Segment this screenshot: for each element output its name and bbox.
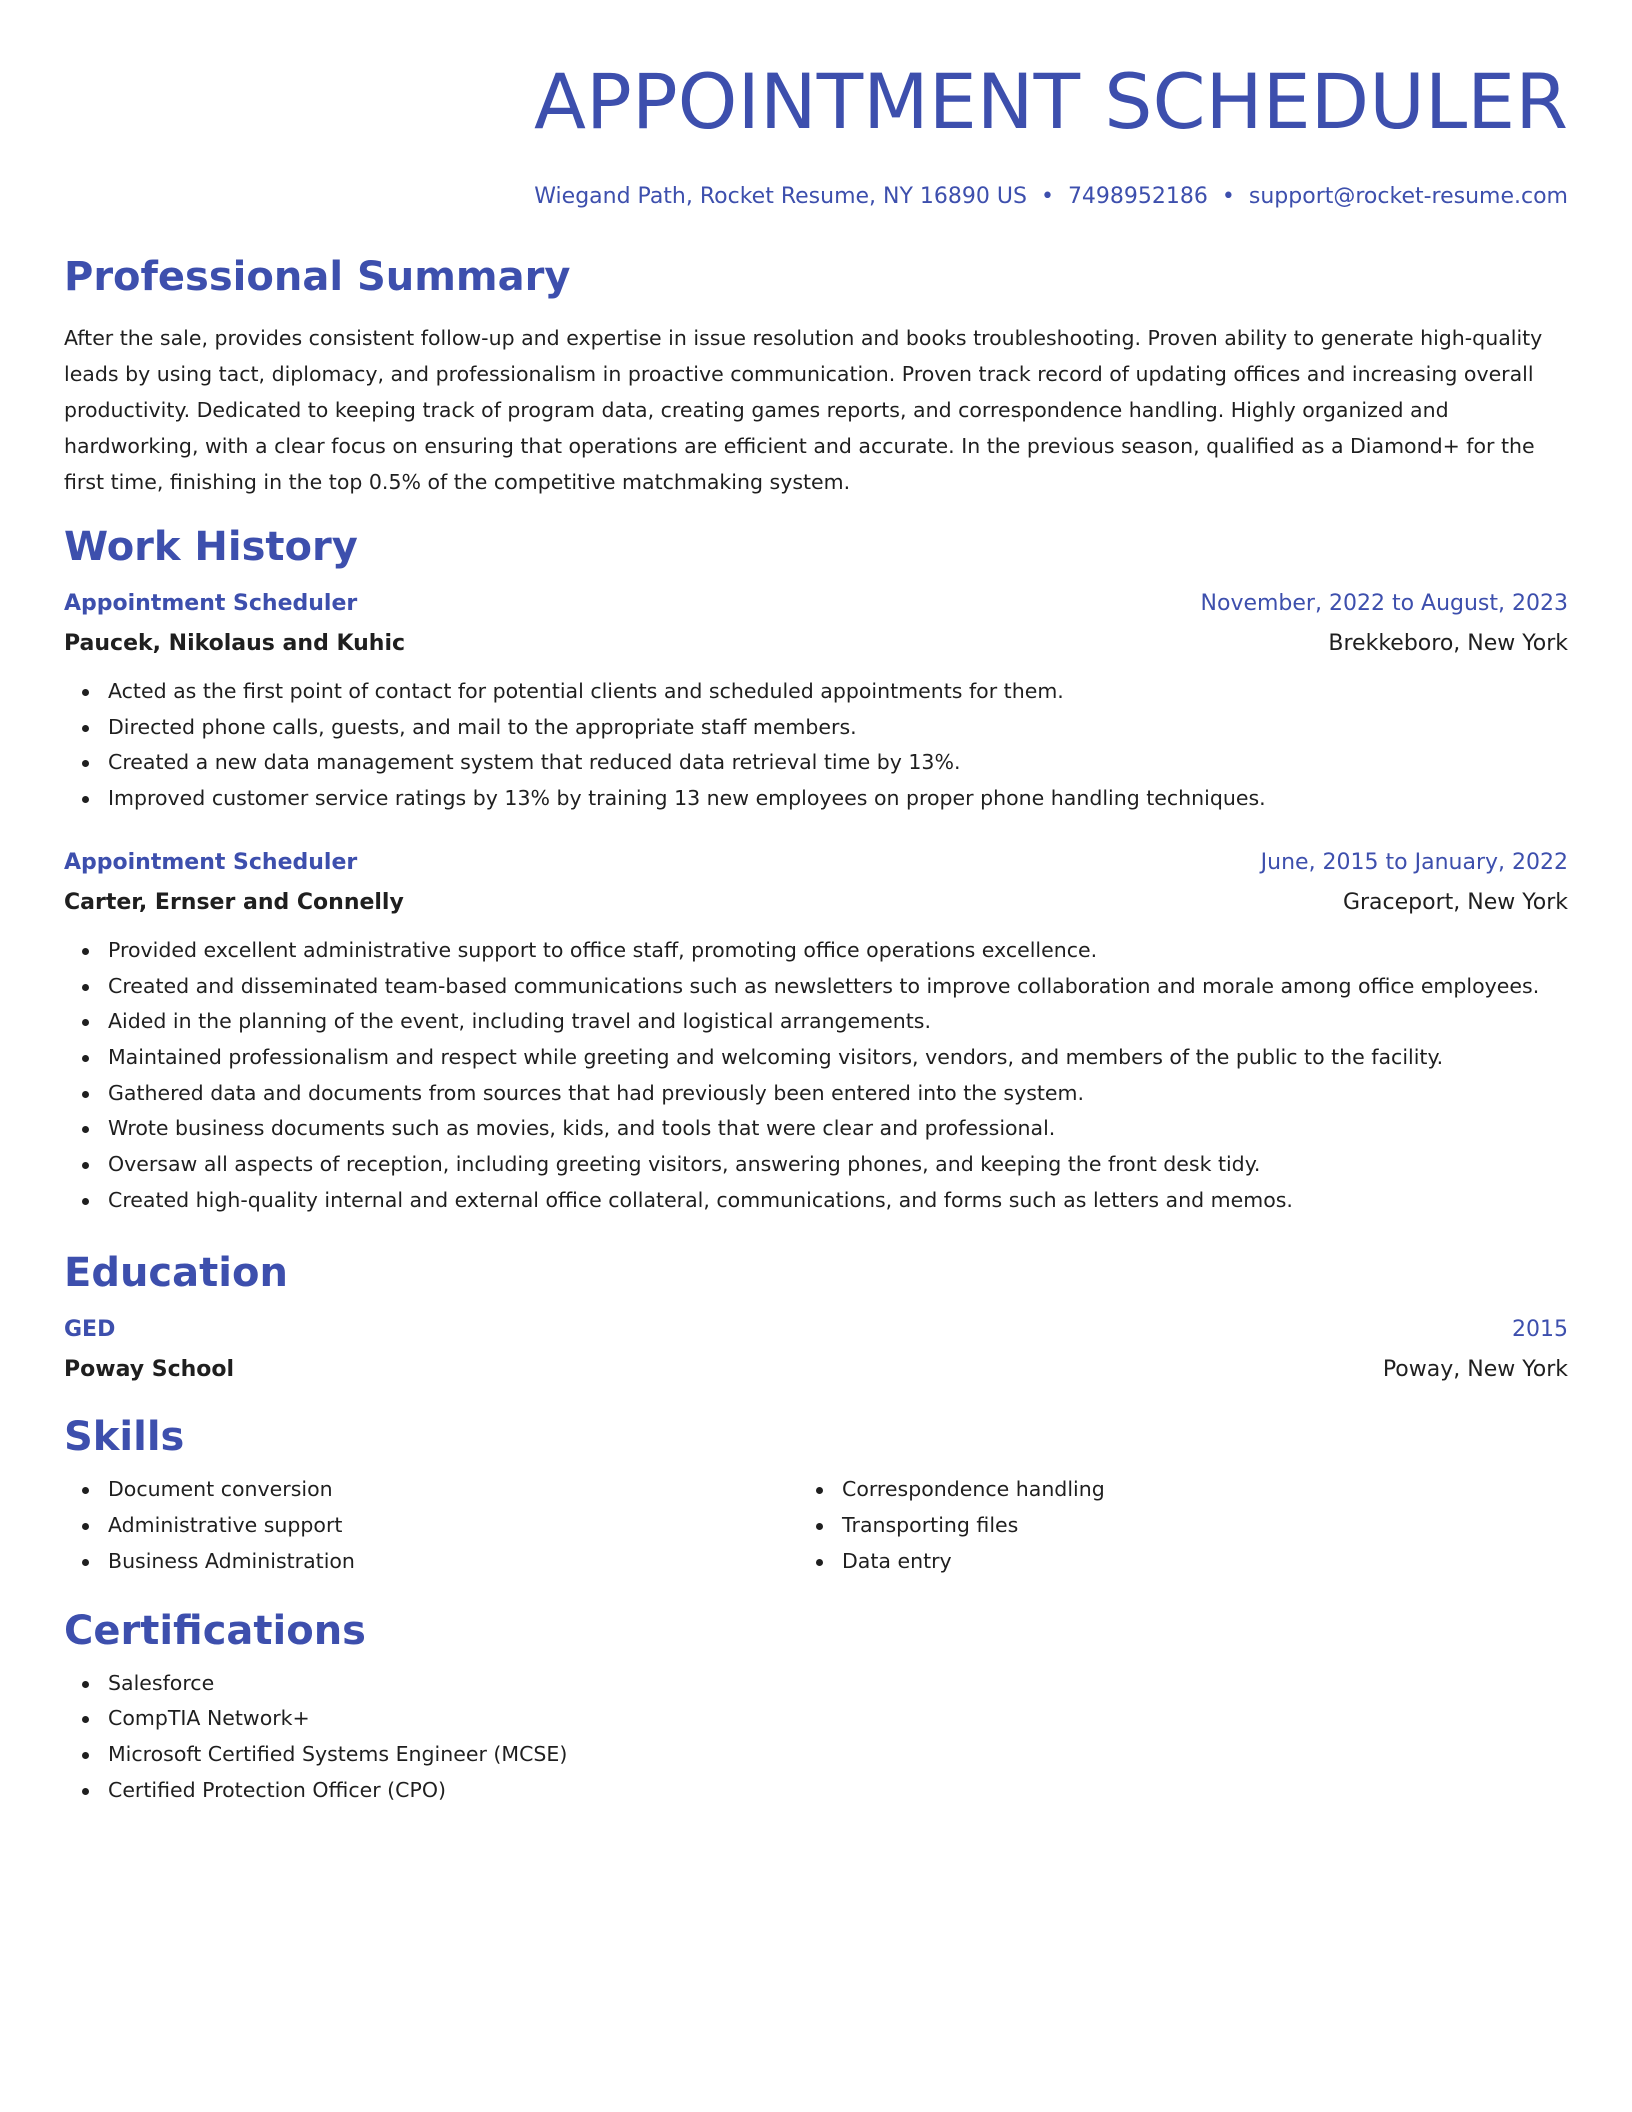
section-title-summary: Professional Summary	[64, 254, 571, 300]
job-bullet: Maintained professionalism and respect while greeting and welcoming visitors, vendors, and members of the public to the facility.	[108, 1040, 1568, 1076]
job-company: Paucek, Nikolaus and Kuhic	[64, 631, 406, 656]
resume-header	[64, 56, 1568, 212]
contact-phone: 7498952186	[1067, 184, 1208, 209]
section-title-certifications: Certifications	[64, 1607, 366, 1654]
skills-grid	[64, 1472, 1568, 1579]
contact-separator: •	[1221, 184, 1235, 209]
skills-list	[64, 1472, 798, 1579]
job-company-row	[64, 620, 1568, 660]
job-bullet: Oversaw all aspects of reception, including greeting visitors, answering phones, and keeping the front desk tidy.	[108, 1147, 1568, 1183]
job-location: Graceport, New York	[1342, 889, 1568, 915]
skill-item: Data entry	[842, 1544, 1532, 1580]
section-title-education: Education	[64, 1250, 288, 1297]
job-bullet: Created and disseminated team-based communications such as newsletters to improve collaboration and morale among office employees.	[108, 969, 1568, 1005]
section-title-skills: Skills	[64, 1414, 185, 1461]
skill-item: Transporting files	[842, 1508, 1532, 1544]
job-bullet: Aided in the planning of the event, including travel and logistical arrangements.	[108, 1004, 1568, 1040]
education-header-row	[64, 1314, 1568, 1346]
certification-item: Microsoft Certified Systems Engineer (MCSE)	[108, 1737, 1568, 1773]
job-bullet-list	[64, 933, 1568, 1219]
job-role: Appointment Scheduler	[64, 591, 358, 616]
education-entry	[64, 1314, 1568, 1386]
job-header-row	[64, 847, 1568, 879]
contact-line	[64, 182, 1568, 212]
certification-item: Certified Protection Officer (CPO)	[108, 1773, 1568, 1809]
job-location: Brekkeboro, New York	[1328, 631, 1568, 656]
skills-list	[798, 1472, 1532, 1579]
job-entry	[64, 847, 1568, 1219]
section-title-work-history: Work History	[64, 524, 358, 570]
contact-address: Wiegand Path, Rocket Resume, NY 16890 US	[534, 184, 1027, 209]
job-bullet: Created high-quality internal and external office collateral, communications, and forms such as letters and memos.	[108, 1183, 1568, 1219]
job-entry	[64, 588, 1568, 817]
job-dates: June, 2015 to January, 2022	[1260, 849, 1568, 875]
job-bullet: Gathered data and documents from sources that had previously been entered into the system.	[108, 1076, 1568, 1112]
job-role: Appointment Scheduler	[64, 849, 358, 875]
job-bullet: Improved customer service ratings by 13% by training 13 new employees on proper phone handling techniques.	[108, 781, 1568, 817]
job-dates: November, 2022 to August, 2023	[1200, 591, 1568, 616]
certifications-list	[64, 1666, 1568, 1809]
contact-email[interactable]: support@rocket-resume.com	[1248, 184, 1568, 209]
education-school-row	[64, 1346, 1568, 1386]
skill-item: Administrative support	[108, 1508, 798, 1544]
job-bullet-list	[64, 674, 1568, 817]
job-bullet: Created a new data management system that reduced data retrieval time by 13%.	[108, 745, 1568, 781]
certification-item: Salesforce	[108, 1666, 1568, 1702]
summary-text: After the sale, provides consistent follow-up and expertise in issue resolution and books troubleshooting. Proven ability to generate high-quality leads by using tact, diplomacy, and professionalism in proactive communication. Proven track record of updating offices and increasing overall productivity. Dedicated to keeping track of program data, creating games reports, and correspondence handling. Highly organized and hardworking, with a clear focus on ensuring that operations are efficient and accurate. In the previous season, qualified as a Diamond+ for the first time, finishing in the top 0.5% of the competitive matchmaking system.	[64, 326, 1543, 494]
skill-item: Business Administration	[108, 1544, 798, 1580]
skill-item: Document conversion	[108, 1472, 798, 1508]
education-degree: GED	[64, 1317, 116, 1343]
candidate-name: APPOINTMENT SCHEDULER	[534, 57, 1568, 146]
certification-item: CompTIA Network+	[108, 1701, 1568, 1737]
education-school: Poway School	[64, 1357, 235, 1383]
job-bullet: Provided excellent administrative support to office staff, promoting office operations excellence.	[108, 933, 1568, 969]
education-year: 2015	[1512, 1317, 1568, 1343]
job-company: Carter, Ernser and Connelly	[64, 889, 404, 915]
job-company-row	[64, 879, 1568, 919]
job-bullet: Wrote business documents such as movies, kids, and tools that were clear and professional.	[108, 1111, 1568, 1147]
job-bullet: Acted as the first point of contact for potential clients and scheduled appointments for them.	[108, 674, 1568, 710]
skills-column-left	[64, 1472, 798, 1579]
skills-column-right	[798, 1472, 1532, 1579]
job-header-row	[64, 588, 1568, 620]
contact-separator: •	[1040, 184, 1054, 209]
education-location: Poway, New York	[1382, 1357, 1568, 1383]
job-bullet: Directed phone calls, guests, and mail to the appropriate staff members.	[108, 710, 1568, 746]
skill-item: Correspondence handling	[842, 1472, 1532, 1508]
